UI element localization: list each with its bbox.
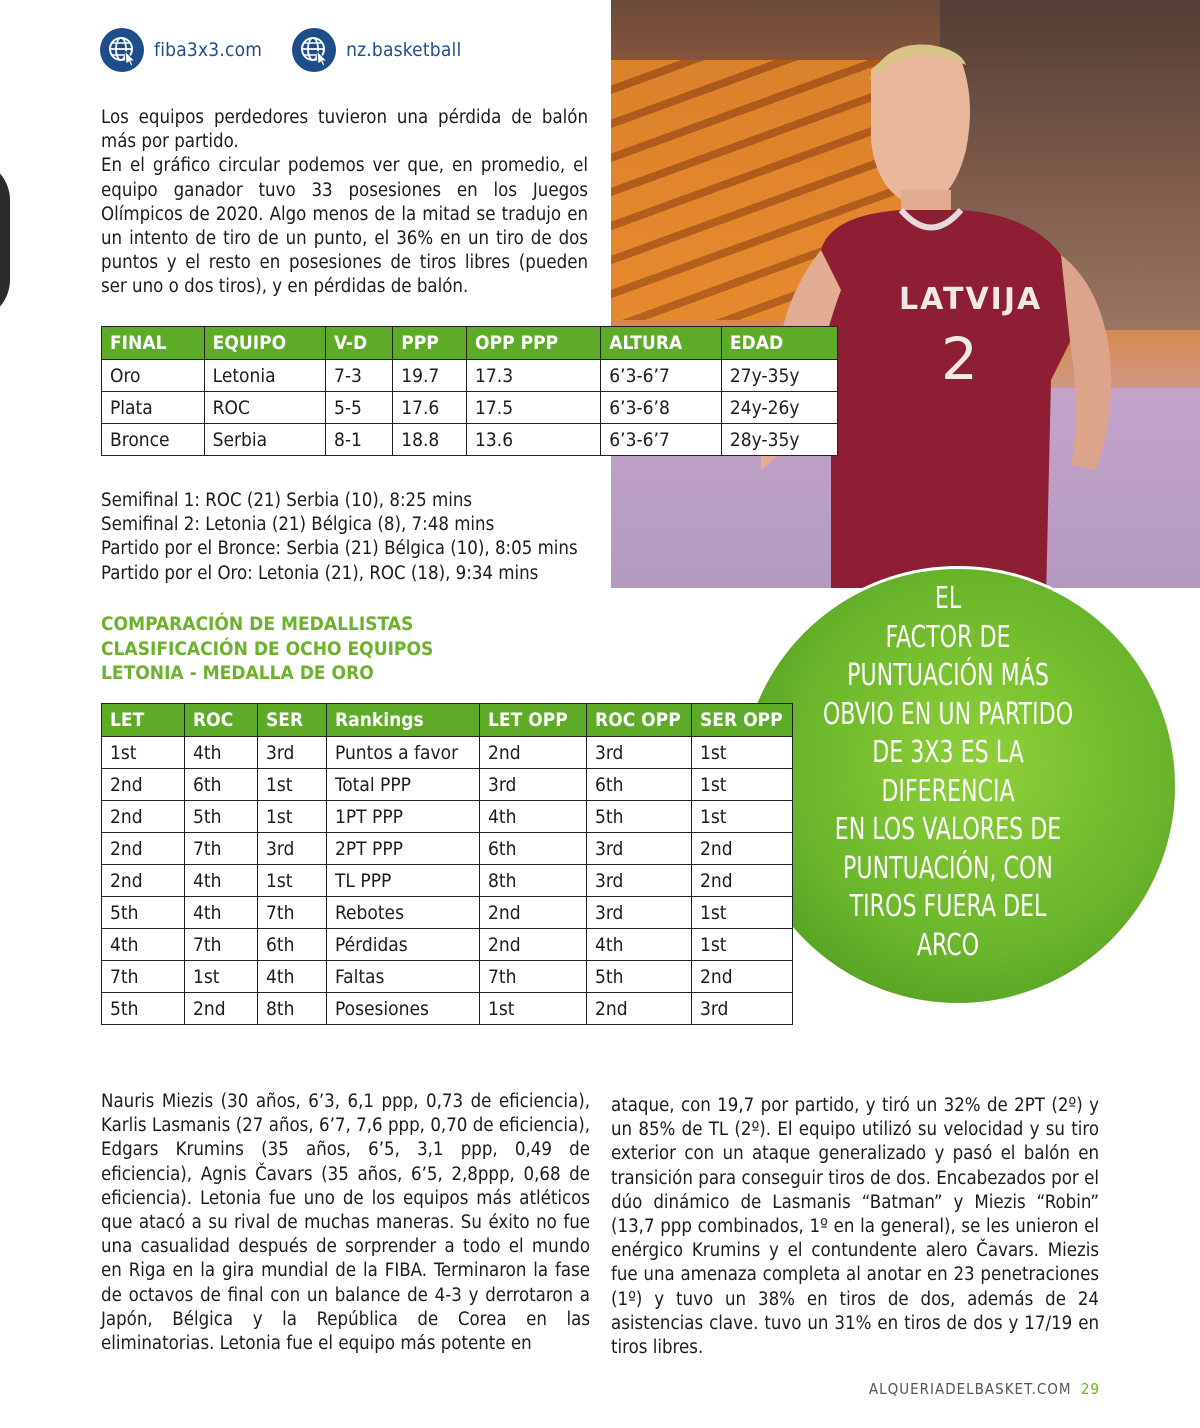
table-cell: 1st (258, 801, 327, 833)
table-row (102, 993, 793, 1025)
table-cell: 3rd (258, 833, 327, 865)
table-cell: 7th (185, 929, 258, 961)
table-cell: 4th (480, 801, 587, 833)
table-cell: 2nd (587, 993, 692, 1025)
globe-cursor-icon (100, 28, 144, 72)
heading-line: COMPARACIÓN DE MEDALLISTAS (101, 613, 414, 635)
table-cell: 1st (185, 961, 258, 993)
table-cell: 2nd (480, 737, 587, 769)
result-line: Partido por el Bronce: Serbia (21) Bélgica (10), 8:05 mins (101, 538, 578, 560)
table-cell: Pérdidas (327, 929, 480, 961)
pull-quote-line: ARCO (916, 927, 980, 963)
table-cell: 27y-35y (721, 360, 837, 392)
table-row (102, 737, 793, 769)
pull-quote-line: EL (934, 581, 962, 616)
table-cell: 8th (258, 993, 327, 1025)
player-photo (611, 0, 1200, 588)
table-header: SER OPP (692, 704, 793, 737)
body-text: Nauris Miezis (30 años, 6’3, 6,1 ppp, 0,73 de eficiencia), Karlis Lasmanis (27 años, 6’7, 7,6 ppp, 0,70 de eficiencia), Edgars Krumins (35 años, 6’5, 3,1 ppp, 0,49 de eficiencia), Agnis Čavars (35 años, 6’5, 2,8ppp, 0,68 de eficiencia). Letonia fue uno de los equipos más atléticos que atacó a su rival de muchas maneras. Su éxito no fue una casualidad después de sorprender a todo el mundo en Riga en la gira mundial de la FIBA. Terminaron la fase de octavos de final con un balance de 4-3 y derrotaron a Japón, Bélgica y la República de Corea en las eliminatorias. Letonia fue el equipo más potente en (101, 1091, 590, 1355)
table-cell: 1st (692, 929, 793, 961)
table-header: PPP (393, 327, 467, 360)
table-cell: 17.3 (467, 360, 601, 392)
table-cell: 8th (480, 865, 587, 897)
table-header: SER (258, 704, 327, 737)
table-header: ROC OPP (587, 704, 692, 737)
table-cell: 5th (102, 993, 185, 1025)
table-cell: 2nd (480, 929, 587, 961)
table-header: EQUIPO (204, 327, 325, 360)
table-cell: 28y-35y (721, 424, 837, 456)
table-cell: 7th (480, 961, 587, 993)
heading-line: CLASIFICACIÓN DE OCHO EQUIPOS (101, 637, 434, 660)
table-cell: 5th (587, 961, 692, 993)
pull-quote-line: DE 3X3 ES LA DIFERENCIA (872, 735, 1024, 809)
result-line: Partido por el Oro: Letonia (21), ROC (18), 9:34 mins (101, 562, 539, 584)
table-cell: ROC (204, 392, 325, 424)
jersey-text: LATVIJA (899, 282, 1043, 317)
rankings-table (101, 703, 793, 1025)
pull-quote-line: TIROS FUERA DEL (849, 889, 1047, 924)
pull-quote-line: FACTOR DE (885, 619, 1011, 655)
page-edge-decoration (0, 160, 10, 320)
table-row (102, 961, 793, 993)
body-text: ataque, con 19,7 por partido, y tiró un 32% de 2PT (2º) y un 85% de TL (2º). El equipo utilizó su velocidad y su tiro exterior con un ataque generalizado y pasó el balón en transición para conseguir tiros de dos. Encabezados por el dúo dinámico de Lasmanis “Batman” y Miezis “Robin” (13,7 ppp combinados, 1º en la general), se les unieron el enérgico Krumins y el contundente alero Čavars. Miezis fue una amenaza completa al anotar en 23 penetraciones (1º) y tuvo un 38% en tiros de dos, además de 24 asistencias clave. tuvo un 31% en tiros de dos y 17/19 en tiros libres. (611, 1095, 1099, 1359)
table-cell: 7th (102, 961, 185, 993)
table-cell: 1st (480, 993, 587, 1025)
table-header: Rankings (327, 704, 480, 737)
table-cell: 6th (258, 929, 327, 961)
table-row (102, 424, 838, 456)
table-row (102, 929, 793, 961)
table-header: V-D (326, 327, 393, 360)
table-cell: 3rd (692, 993, 793, 1025)
table-cell: 7-3 (326, 360, 393, 392)
table-cell: 2nd (102, 833, 185, 865)
table-cell: 6th (185, 769, 258, 801)
table-cell: 3rd (480, 769, 587, 801)
table-cell: TL PPP (327, 865, 480, 897)
intro-paragraph (101, 106, 588, 300)
table-cell: 6’3-6’8 (601, 392, 722, 424)
footer-site: ALQUERIADELBASKET.COM (868, 1380, 1072, 1398)
table-cell: 3rd (587, 833, 692, 865)
table-cell: 4th (102, 929, 185, 961)
table-cell: 4th (185, 865, 258, 897)
table-cell: 1st (102, 737, 185, 769)
table-cell: 18.8 (393, 424, 467, 456)
table-cell: Oro (102, 360, 205, 392)
table-cell: 4th (258, 961, 327, 993)
link-text[interactable]: fiba3x3.com (154, 39, 263, 61)
table-cell: 2nd (692, 961, 793, 993)
table-cell: 17.6 (393, 392, 467, 424)
table-header-row (102, 327, 838, 360)
pull-quote-line: EN LOS VALORES DE (834, 812, 1062, 847)
table-cell: Plata (102, 392, 205, 424)
table-header: LET OPP (480, 704, 587, 737)
comparison-heading (101, 612, 433, 686)
table-row (102, 769, 793, 801)
table-header: FINAL (102, 327, 205, 360)
body-column-right (611, 1094, 1099, 1360)
table-row (102, 360, 838, 392)
heading-line: LETONIA - MEDALLA DE ORO (101, 662, 374, 684)
table-row (102, 392, 838, 424)
table-header-row (102, 704, 793, 737)
jersey-number: 2 (941, 325, 978, 393)
pull-quote-line: PUNTUACIÓN MÁS (847, 658, 1049, 693)
table-cell: 17.5 (467, 392, 601, 424)
table-cell: 5th (102, 897, 185, 929)
table-cell: 5-5 (326, 392, 393, 424)
table-cell: 2nd (185, 993, 258, 1025)
header-links (100, 28, 461, 72)
table-cell: 6th (587, 769, 692, 801)
table-cell: Serbia (204, 424, 325, 456)
finals-table (101, 326, 838, 456)
pull-quote-line: OBVIO EN UN PARTIDO (822, 696, 1074, 732)
table-cell: 7th (258, 897, 327, 929)
table-cell: 7th (185, 833, 258, 865)
table-cell: 24y-26y (721, 392, 837, 424)
table-cell: 6th (480, 833, 587, 865)
link-nz-basketball[interactable] (292, 28, 461, 72)
table-cell: 1st (258, 865, 327, 897)
table-cell: Posesiones (327, 993, 480, 1025)
intro-line-2: En el gráfico circular podemos ver que, en promedio, el equipo ganador tuvo 33 posesiones en los Juegos Olímpicos de 2020. Algo menos de la mitad se tradujo en un intento de tiro de un punto, el 36% en un tiro de dos puntos y el resto en posesiones de tiros libres (pueden ser uno o dos tiros), y en pérdidas de balón. (101, 155, 588, 298)
table-cell: 1PT PPP (327, 801, 480, 833)
table-cell: 19.7 (393, 360, 467, 392)
table-cell: 3rd (587, 737, 692, 769)
table-cell: 1st (692, 897, 793, 929)
intro-line-1: Los equipos perdedores tuvieron una pérdida de balón más por partido. (101, 107, 588, 153)
table-cell: 2nd (102, 769, 185, 801)
table-cell: 2nd (102, 801, 185, 833)
table-header: EDAD (721, 327, 837, 360)
table-header: OPP PPP (467, 327, 601, 360)
result-line: Semifinal 1: ROC (21) Serbia (10), 8:25 mins (101, 490, 473, 511)
table-cell: Faltas (327, 961, 480, 993)
table-cell: 3rd (587, 897, 692, 929)
table-cell: 6’3-6’7 (601, 424, 722, 456)
globe-cursor-icon (292, 28, 336, 72)
match-results (101, 489, 611, 586)
table-cell: 4th (185, 737, 258, 769)
table-cell: 1st (692, 769, 793, 801)
table-cell: 5th (185, 801, 258, 833)
table-row (102, 833, 793, 865)
link-text[interactable]: nz.basketball (346, 39, 462, 61)
table-cell: 1st (258, 769, 327, 801)
table-header: ALTURA (601, 327, 722, 360)
pull-quote-line: PUNTUACIÓN, CON (843, 850, 1053, 886)
table-cell: Rebotes (327, 897, 480, 929)
table-cell: 4th (185, 897, 258, 929)
link-fiba3x3[interactable] (100, 28, 262, 72)
table-cell: 2nd (692, 865, 793, 897)
table-cell: 5th (587, 801, 692, 833)
table-row (102, 897, 793, 929)
table-header: ROC (185, 704, 258, 737)
table-cell: 1st (692, 801, 793, 833)
table-cell: 1st (692, 737, 793, 769)
table-header: LET (102, 704, 185, 737)
table-cell: 6’3-6’7 (601, 360, 722, 392)
table-cell: Bronce (102, 424, 205, 456)
table-cell: Total PPP (327, 769, 480, 801)
table-cell: 2nd (102, 865, 185, 897)
table-cell: 13.6 (467, 424, 601, 456)
pull-quote-text (817, 580, 1079, 965)
table-cell: 2nd (692, 833, 793, 865)
table-cell: 2nd (480, 897, 587, 929)
table-cell: 3rd (258, 737, 327, 769)
table-cell: 2PT PPP (327, 833, 480, 865)
table-row (102, 865, 793, 897)
body-column-left (101, 1090, 590, 1356)
table-cell: 8-1 (326, 424, 393, 456)
table-cell: Letonia (204, 360, 325, 392)
result-line: Semifinal 2: Letonia (21) Bélgica (8), 7:48 mins (101, 514, 495, 536)
page-footer (869, 1380, 1100, 1398)
table-cell: 3rd (587, 865, 692, 897)
table-cell: 4th (587, 929, 692, 961)
page-number: 29 (1080, 1380, 1100, 1398)
table-row (102, 801, 793, 833)
table-cell: Puntos a favor (327, 737, 480, 769)
